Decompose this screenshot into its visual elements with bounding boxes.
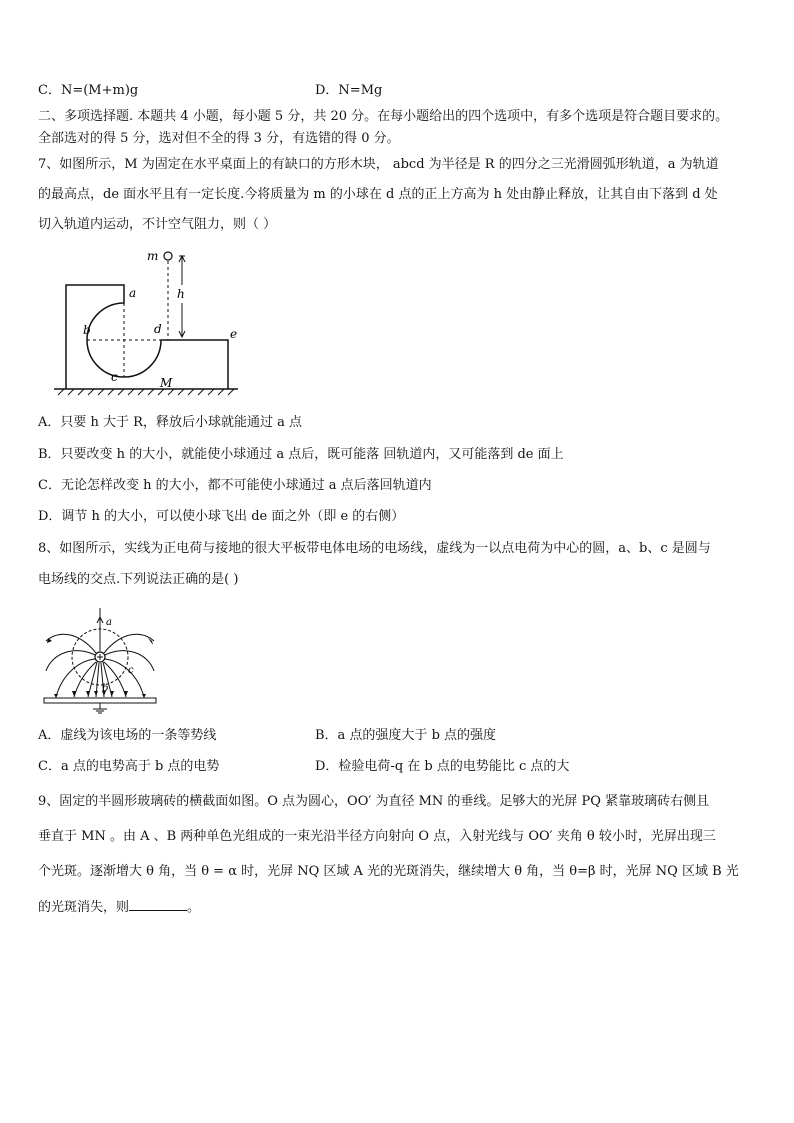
- q9-line3: 个光斑。逐渐增大 θ 角，当 θ = α 时，光屏 NQ 区域 A 光的光斑消失，继续增大 θ 角，当 θ=β 时，光屏 NQ 区域 B 光: [38, 864, 739, 879]
- q9-line4-end: 。: [187, 900, 201, 915]
- q9-line4-text: 的光斑消失，则: [38, 900, 130, 915]
- q8-option-a: A．虚线为该电场的一条等势线: [38, 728, 217, 743]
- q7-label-c: c: [111, 370, 118, 384]
- q9-answer-blank: [129, 898, 187, 911]
- q7-track-figure: [40, 245, 260, 400]
- q7-stem-line2: 的最高点，de 面水平且有一定长度.今将质量为 m 的小球在 d 点的正上方高为 h 处由静止释放，让其自由下落到 d 处: [38, 187, 718, 202]
- q7-label-b: b: [83, 323, 91, 337]
- q9-line1: 9、固定的半圆形玻璃砖的横截面如图。O 点为圆心，OO′ 为直径 MN 的垂线。足够大的光屏 PQ 紧靠玻璃砖右侧且: [38, 794, 710, 809]
- q7-label-e: e: [230, 327, 238, 341]
- q9-line4: [38, 898, 200, 917]
- q7-option-a: A．只要 h 大于 R，释放后小球就能通过 a 点: [38, 415, 302, 430]
- q8-label-a: a: [106, 617, 112, 628]
- q7-block-outline: [66, 285, 228, 389]
- q8-label-c: c: [128, 665, 134, 676]
- q7-option-d: D．调节 h 的大小，可以使小球飞出 de 面之外（即 e 的右侧）: [38, 509, 405, 524]
- section2-heading-line2: 全部选对的得 5 分，选对但不全的得 3 分，有选错的得 0 分。: [38, 131, 400, 146]
- q8-grounded-plate: [44, 698, 156, 703]
- q6-option-d: D．N=Mg: [315, 83, 383, 98]
- q7-label-d: d: [154, 322, 162, 336]
- q7-label-m: m: [147, 249, 159, 263]
- q7-label-M: M: [160, 376, 173, 390]
- q8-option-c: C．a 点的电势高于 b 点的电势: [38, 759, 220, 774]
- q7-stem-line1: 7、如图所示，M 为固定在水平桌面上的有缺口的方形木块， abcd 为半径是 R 的四分之三光滑圆弧形轨道，a 为轨道: [38, 157, 719, 172]
- q7-option-c: C．无论怎样改变 h 的大小，都不可能使小球通过 a 点后落回轨道内: [38, 478, 432, 493]
- q7-label-h: h: [177, 287, 185, 301]
- q8-field-figure: [40, 605, 160, 715]
- q9-line2: 垂直于 MN 。由 A 、B 两种单色光组成的一束光沿半径方向射向 O 点，入射光线与 OO′ 夹角 θ 较小时，光屏出现三: [38, 829, 716, 844]
- q8-option-b: B．a 点的强度大于 b 点的强度: [315, 728, 497, 743]
- q7-stem-line3: 切入轨道内运动，不计空气阻力，则（ ）: [38, 217, 277, 232]
- q6-option-c: C．N=(M+m)g: [38, 83, 139, 98]
- q8-label-b: b: [102, 683, 109, 694]
- q7-ball: [164, 252, 172, 260]
- section2-heading-line1: 二、多项选择题. 本题共 4 小题，每小题 5 分，共 20 分。在每小题给出的四个选项中，有多个选项是符合题目要求的。: [38, 109, 729, 124]
- q7-label-a: a: [129, 286, 137, 300]
- q8-stem-line1: 8、如图所示，实线为正电荷与接地的很大平板带电体电场的电场线，虚线为一以点电荷为中心的圆，a、b、c 是圆与: [38, 541, 711, 556]
- q7-option-b: B．只要改变 h 的大小，就能使小球通过 a 点后，既可能落 回轨道内，又可能落到 de 面上: [38, 447, 564, 462]
- q8-option-d: D．检验电荷-q 在 b 点的电势能比 c 点的大: [315, 759, 570, 774]
- q8-stem-line2: 电场线的交点.下列说法正确的是( ): [38, 572, 239, 587]
